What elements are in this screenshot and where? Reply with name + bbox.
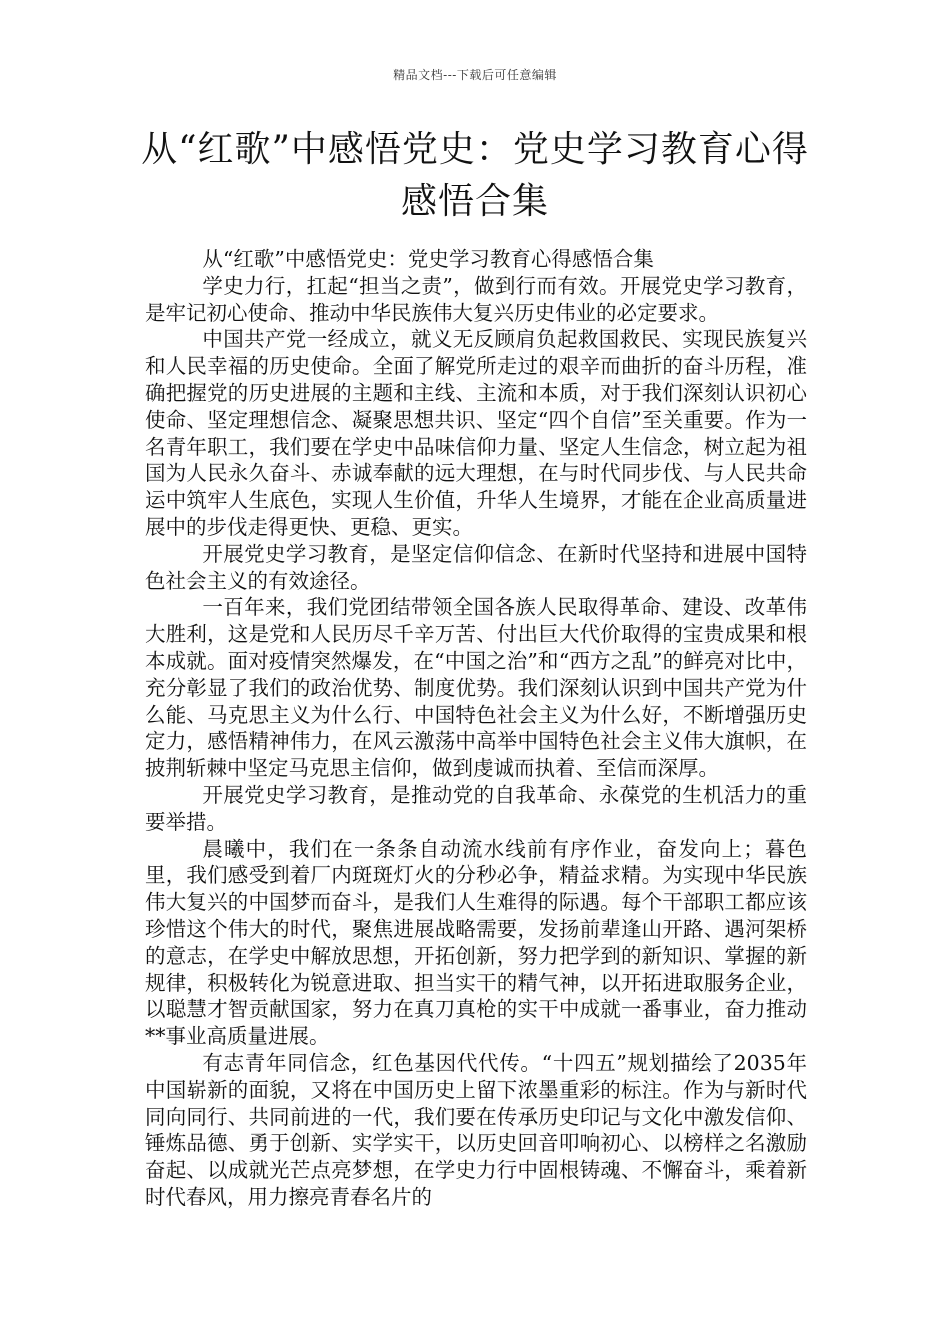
paragraph: 开展党史学习教育，是坚定信仰信念、在新时代坚持和进展中国特色社会主义的有效途径。 xyxy=(145,541,807,593)
paragraph: 学史力行，扛起“担当之责”，做到行而有效。开展党史学习教育，是牢记初心使命、推动中华民族伟大复兴历史伟业的必定要求。 xyxy=(145,273,807,325)
paragraph: 从“红歌”中感悟党史：党史学习教育心得感悟合集 xyxy=(202,247,654,271)
paragraph: 有志青年同信念，红色基因代代传。“十四五”规划描绘了2035年中国崭新的面貌，又将在中国历史上留下浓墨重彩的标注。作为与新时代同向同行、共同前进的一代，我们要在传承历史印记与文化中激发信仰、锤炼品德、勇于创新、实学实干，以历史回音叩响初心、以榜样之名激励奋起、以成就光芒点亮梦想，在学史力行中固根铸魂、不懈奋斗，乘着新时代春风，用力擦亮青春名片的 xyxy=(145,1050,807,1209)
document-title: 从“红歌”中感悟党史：党史学习教育心得感悟合集 xyxy=(141,129,809,222)
paragraph: 晨曦中，我们在一条条自动流水线前有序作业，奋发向上；暮色里，我们感受到着厂内斑斑灯火的分秒必争，精益求精。为实现中华民族伟大复兴的中国梦而奋斗，是我们人生难得的际遇。每个干部职工都应该珍惜这个伟大的时代，聚焦进展战略需要，发扬前辈逢山开路、遇河架桥的意志，在学史中解放思想，开拓创新，努力把学到的新知识、掌握的新规律，积极转化为锐意进取、担当实干的精气神，以开拓进取服务企业，以聪慧才智贡献国家，努力在真刀真枪的实干中成就一番事业，奋力推动**事业高质量进展。 xyxy=(145,836,807,1049)
document-body xyxy=(145,246,807,1211)
paragraph: 中国共产党一经成立，就义无反顾肩负起救国救民、实现民族复兴和人民幸福的历史使命。全面了解党所走过的艰辛而曲折的奋斗历程，准确把握党的历史进展的主题和主线、主流和本质，对于我们深刻认识初心使命、坚定理想信念、凝聚思想共识、坚定“四个自信”至关重要。作为一名青年职工，我们要在学史中品味信仰力量、坚定人生信念，树立起为祖国为人民永久奋斗、赤诚奉献的远大理想，在与时代同步伐、与人民共命运中筑牢人生底色，实现人生价值，升华人生境界，才能在企业高质量进展中的步伐走得更快、更稳、更实。 xyxy=(145,327,807,539)
paragraph: 开展党史学习教育，是推动党的自我革命、永葆党的生机活力的重要举措。 xyxy=(145,782,807,834)
header-note: 精品文档---下载后可任意编辑 xyxy=(393,68,557,82)
paragraph: 一百年来，我们党团结带领全国各族人民取得革命、建设、改革伟大胜利，这是党和人民历尽千辛万苦、付出巨大代价取得的宝贵成果和根本成就。面对疫情突然爆发，在“中国之治”和“西方之乱”的鲜亮对比中，充分彰显了我们的政治优势、制度优势。我们深刻认识到中国共产党为什么能、马克思主义为什么行、中国特色社会主义为什么好，不断增强历史定力，感悟精神伟力，在风云激荡中高举中国特色社会主义伟大旗帜，在披荆斩棘中坚定马克思主信仰，做到虔诚而执着、至信而深厚。 xyxy=(145,595,807,781)
